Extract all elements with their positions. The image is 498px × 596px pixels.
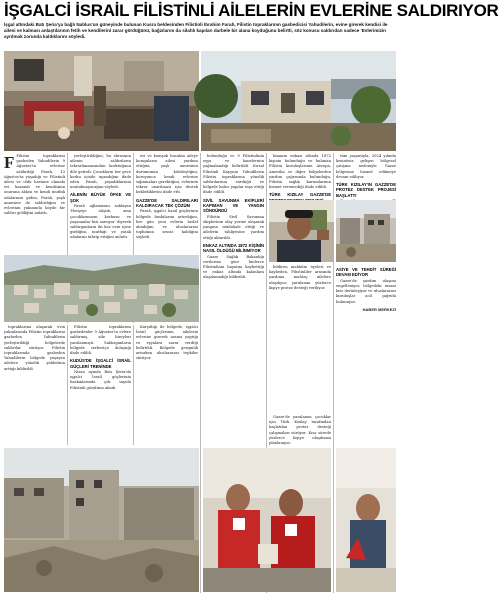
bottom-column-1-text: topraklarına ulaşarak evin yakınlarında Filistin topraklarını gasbeden Yahudilerin yerleştirildiği bölgelerde saldırılar sürüyor. Filistin topraklarında gasbeden Yahudilerin bölgede yaşayan ailelere yönelik şiddetinin arttığı bildirildi. [4,325,65,371]
column-2-text: yerleştirildiğini, bu ekrasının ailenin saldırıların tekrarlanmasından korktuğunu dile getirdi. Çocukların her gece korku içinde uyandığını ifade eden Farah, yaşadıklarının unutulmayacağını söyledi. [70,154,131,190]
column-3-text-2: Farah, işgalci İsrail güçlerinin bölgede baskılarını artırdığını, her gün yeni evlerin hedef alındığını ve uluslararası toplumun sessiz kaldığını söyledi. [136,209,198,240]
column-6-text-3: bildiren mahkûm üyeleri ve kaybeden, Filistinliler arasında yardıma muhtaç ailelere ulaşılıyor, yaralanan yüzlerce kişiye protez desteği veriliyor. [269,265,331,290]
column-4-subhead-1: SİVİL SAVUNMA EKİPLERİ KAPIMAN VE YANGIN SÖNDÜRDÜ [203,197,264,214]
photo-aerial-city [4,255,199,322]
photo-patient-image [336,448,396,592]
bottom-column-3-text: Karşıtlığı ile bölgede, işgalci İsrail güçlerinin ailelerin evlerine girerek arama yaptığı ve eşyalara zarar verdiği belirtildi. Bölgede gerginlik artarken uluslararası tepkiler sürüyor. [136,325,198,361]
photo-damaged-interior [4,51,199,151]
byline: HABER MERKEZİ [362,306,396,312]
photo-red-crescent-workers-image [203,448,331,592]
column-3-text: evi ve komşuk bucakta aileye komşuların ailesi yardımı ettiğini, yaşlı annesinin durumunun kötüleştiğini, koruyunca kendi evlerine sığınmaları gerektiğini, evlerinin tekrar onarılması için destek beklediklerini ifade etti. [136,154,198,195]
photo-red-crescent-workers [203,448,331,592]
article-column-6 [336,154,396,198]
bottom-column-5-text: Gazze'de yaralanan çocuklar için Türk Kızılay tarafından başlatılan protez desteği çalışmaları sürüyor. Kısa sürede yüzlerce kişiye ulaşılması planlanıyor. [269,415,331,446]
article-bottom-column-2 [70,325,131,445]
bottom-column-2-subhead: KUDÜS'DE İŞGALCİ İSRAİL GÜÇLERİ TRENİNDE [70,358,131,369]
column-6-text-4: Gazze'de yardım ulaşımı engelleniyor, bölgedeki insani kriz derinleşiyor ve uluslararası kuruluşlar acil çağrıda bulunuyor. [336,278,396,304]
photo-damaged-interior-image [4,51,199,151]
column-2-text-2: Farah ağlamasını saklayan 'Herşeye alıştık, ama çocuklarımızın korkusu ve yaşananlar bizi sarsıyor' diyerek saldırganların iki kez evin içine girdiğini, mutfağı ve yatak odalarını tahrip ettiğini anlattı. [70,204,131,240]
column-6-subhead-2: ASİYE VE TEHDİT SÜREĞİ DEVAM EDİYOR [336,267,396,278]
photo-aerial-city-image [4,255,199,322]
column-4-text-2: Filistin Sivil Savunma ekiplerinin olay yerine ulaşarak yangına müdahale ettiği ve ailelerin tahliyesine yardım ettiği aktarıldı. [203,214,264,240]
column-5-subhead: TÜRK KIZILAY GAZZE'DE [269,192,331,198]
photo-destroyed-city-image [4,448,199,592]
article-bottom-column-5 [269,415,331,445]
subheadline: İşgal altındaki Batı Şeria'ya bağlı Nablus'un güneyinde bulunan Kusra beldesinden Filistinli Ibrahim Farah, Filistin topraklarının gasbedicisi Yahudilerin, evine girerek kendisi ile ailesi ve kalması anlaştılarının fetih ve kendilerini zarar gördüğünü, bağzılarını da silahlı kapıları darbele bir alana koyduğunu belirtti, söz konusu saldırıdan sadece 'Evlerimizin ayrılmak zorunda kaldıklarını söyledi. [4,22,388,40]
article-bottom-column-1 [4,325,65,445]
column-4-text: bulunduğu ve 9 Filistinlinin eşya ve hanelerinin yağmalandığı belirtildi. Kırsal Filistinli Kayyum Yahudilerin Filistin topraklarına yönelik saldırılarının sürdüğü ve bölgede kalıcı yapılar inşa ettiği ifade edildi. [203,154,264,195]
column-3-subhead: GAZZE'DE SALDIRILARI KALDIRACAK TEK ÇÖZÜM [136,197,198,209]
photo-destroyed-city [4,448,199,592]
column-1-lead: Filistin topraklarını gasbeden Yahudilerin 9 Ağustos'ta evlerine saldırdığı Farah, 13 Ağustos'ta yaşadığı ve Filistinli ailesi ve oldu hastane olanakı evi kazandı ve kendisinin onuruna ablası ve kendi mutfak odalarının giden, Farah, yaşlı annesine de saldırdığını ve evlerinin yakınında köyde bir saldırı geldiğini anlattı. [4,154,65,216]
headline: İŞGALCİ İSRAİL FİLİSTİNLİ AİLELERİN EVLERİNE SALDIRIYOR [4,1,498,20]
column-6-subhead: TÜRK KIZILAY'IN GAZZE'DE PROTEZ DESTEK PROJESİ BAŞLATTI [336,182,396,198]
photo-interviewee [269,200,334,262]
column-4-subhead-2: ENKAZ ALTINDA 1872 KİŞİNİN NASIL ÖLDÜĞÜ BİLİNMİYOR [203,242,264,254]
bottom-column-2-text: Filistin topraklarını gasbedenler 9 Ağustos'ta evlere saldırmış, aile bireyleri yaralanmıştı. Saldırganların bölgede serbestçe dolaştığı ifade edildi. [70,325,131,356]
column-4-text-3: Gazze Sağlık Bakanlığı verilerine göre binlerce Filistinlinin hayatını kaybettiği ve enkaz altında kalanlara ulaşılamadığı bildirildi. [203,254,264,280]
drop-cap: F [4,153,15,172]
photo-interviewee-image [269,200,334,262]
column-6-text: tüm yaşantıyla, 2024 yılında kesintisiz gelişen bölgesel çatışma nedeniyle Gazze bölgesine hizmet edilmeye devam ediliyor. [336,154,396,179]
photo-destroyed-buildings-image [336,200,396,262]
photo-house-exterior-image [201,51,396,151]
photo-destroyed-buildings [336,200,396,262]
article-bottom-column-3 [136,325,198,445]
photo-house-exterior [201,51,396,151]
photo-patient [336,448,396,592]
bottom-column-2-text-2: Nisan ayında Batı Şeria'da işgalci İsrail güçlerinin baskınlarında çok sayıda Filistinli gözaltına alındı. [70,370,131,390]
column-5-text: binanın enkazı altında 1872 kişinin bulunduğu ve bulunan Filistin kuruluşlarının Avrupa, Amerika ve diğer bölgelerden yardım çağrısında bulunduğu, Filistin sağlık kurumlarının hizmet veremediği ifade edildi. [269,154,331,190]
column-2-subhead: AİLENİN BÜYÜK ÖFKE VE ŞOK [70,192,131,203]
